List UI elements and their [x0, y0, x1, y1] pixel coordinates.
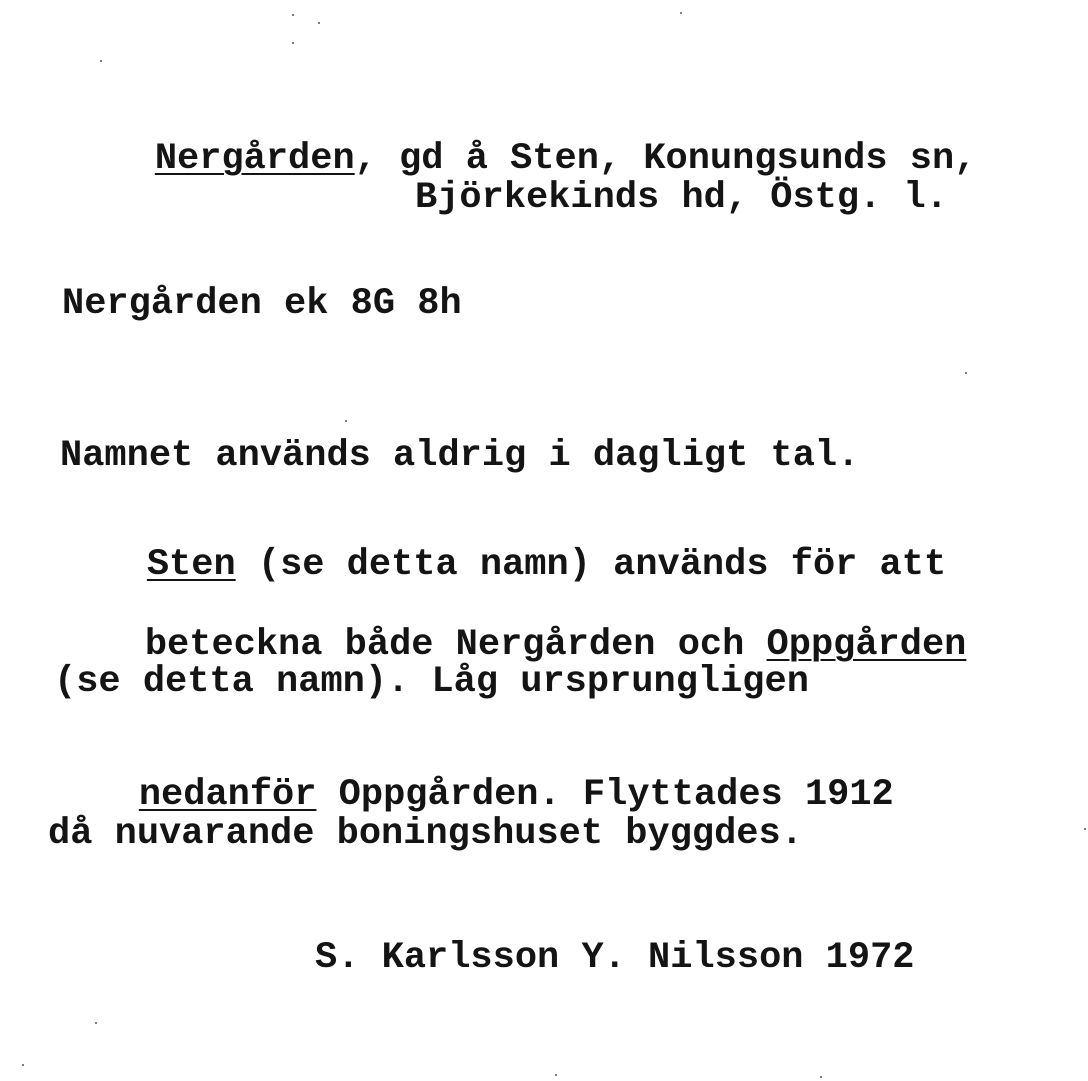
header-location: , gd å Sten, Konungsunds sn,: [354, 138, 977, 180]
body-line-2-text: (se detta namn) används för att: [235, 544, 947, 586]
scan-speck: [292, 14, 294, 16]
emphasis-nedanfor: nedanför: [138, 774, 317, 816]
cross-ref-oppgarden: Oppgården: [766, 624, 967, 666]
scan-speck: [318, 22, 320, 24]
scan-speck: [555, 1074, 557, 1076]
scan-speck: [100, 60, 102, 62]
reference-line: Nergården ek 8G 8h: [62, 283, 462, 325]
header-line-2: Björkekinds hd, Östg. l.: [415, 177, 948, 219]
scan-speck: [292, 42, 294, 44]
body-line-5-text: Oppgården. Flyttades 1912: [316, 774, 894, 816]
cross-ref-sten: Sten: [146, 544, 236, 586]
place-name: Nergården: [154, 138, 355, 180]
scan-speck: [345, 420, 347, 422]
scan-speck: [680, 12, 682, 14]
body-line-1: Namnet används aldrig i dagligt tal.: [60, 435, 860, 477]
body-line-6: då nuvarande boningshuset byggdes.: [48, 813, 803, 855]
scan-speck: [95, 1022, 97, 1024]
scan-speck: [1084, 828, 1086, 830]
scan-speck: [22, 1064, 24, 1066]
scan-speck: [965, 372, 967, 374]
body-line-4: (se detta namn). Låg ursprungligen: [54, 661, 809, 703]
signature: S. Karlsson Y. Nilsson 1972: [315, 937, 915, 979]
scan-speck: [820, 1076, 822, 1078]
body-line-3-text: beteckna både Nergården och: [144, 624, 767, 666]
